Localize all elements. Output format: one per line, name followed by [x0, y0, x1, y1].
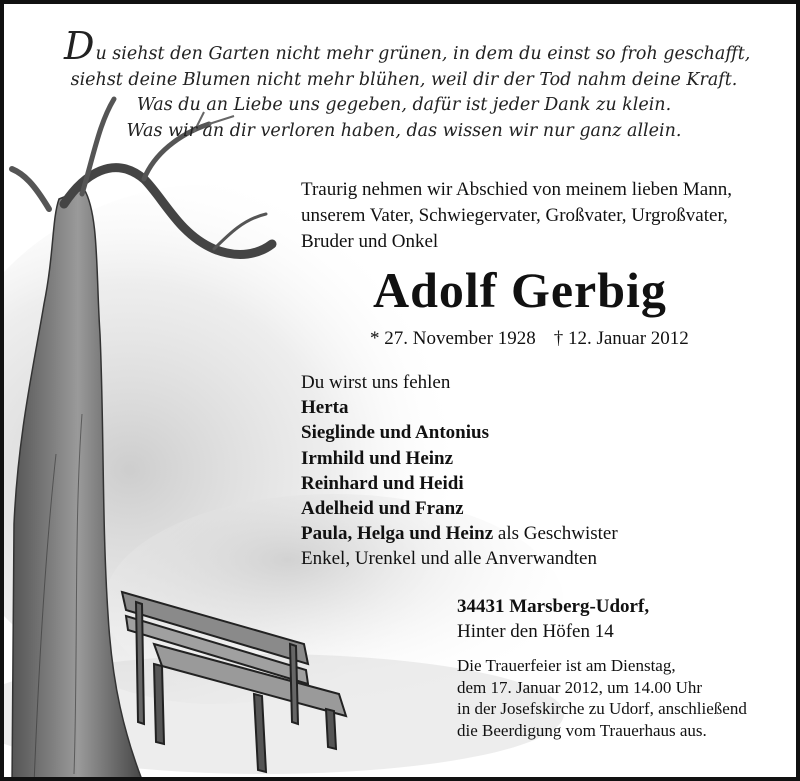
- funeral-details: [457, 655, 747, 741]
- other-relatives: Enkel, Urenkel und alle Anverwandten: [301, 548, 597, 570]
- siblings-row: [301, 521, 618, 546]
- poem-line-1-text: u siehst den Garten nicht mehr grünen, in dem du einst so froh geschafft,: [95, 44, 751, 64]
- birth-date: * 27. November 1928: [370, 328, 536, 349]
- mourner-name: Adelheid und Franz: [301, 498, 464, 520]
- intro-line-1: Traurig nehmen wir Abschied von meinem lieben Mann,: [301, 179, 732, 200]
- siblings-names: Paula, Helga und Heinz: [301, 523, 494, 545]
- poem-line-4: Was wir an dir verloren haben, das wissen wir nur ganz allein.: [126, 120, 682, 141]
- address-city: 34431 Marsberg-Udorf,: [457, 596, 650, 617]
- intro-text: [301, 177, 732, 255]
- death-date: † 12. Januar 2012: [553, 328, 689, 349]
- mourning-address: [457, 594, 649, 644]
- poem-line-2: siehst deine Blumen nicht mehr blühen, weil dir der Tod nahm deine Kraft.: [70, 69, 738, 90]
- funeral-line-2: dem 17. Januar 2012, um 14.00 Uhr: [457, 677, 703, 697]
- mourner-name: Reinhard und Heidi: [301, 472, 464, 494]
- deceased-name: Adolf Gerbig: [373, 262, 667, 318]
- siblings-suffix: als Geschwister: [493, 523, 618, 545]
- life-dates: [370, 327, 689, 351]
- intro-line-3: Bruder und Onkel: [301, 231, 439, 252]
- mourners-list: [301, 370, 618, 572]
- funeral-line-3: in der Josefskirche zu Udorf, anschließend: [457, 699, 747, 718]
- mourner-name: Sieglinde und Antonius: [301, 422, 489, 444]
- memorial-poem: [64, 24, 751, 144]
- mourner-name: Irmhild und Heinz: [301, 447, 454, 469]
- mourner-name: Herta: [301, 397, 349, 419]
- funeral-line-4: die Beerdigung vom Trauerhaus aus.: [457, 720, 707, 740]
- address-street: Hinter den Höfen 14: [457, 621, 614, 642]
- poem-line-3: Was du an Liebe uns gegeben, dafür ist jeder Dank zu klein.: [136, 95, 672, 115]
- intro-line-2: unserem Vater, Schwiegervater, Großvater, Urgroßvater,: [301, 205, 728, 226]
- funeral-line-1: Die Trauerfeier ist am Dienstag,: [457, 656, 676, 675]
- poem-dropcap: D: [64, 24, 95, 68]
- mourners-intro: Du wirst uns fehlen: [301, 372, 451, 393]
- poem-line-1: [64, 24, 751, 68]
